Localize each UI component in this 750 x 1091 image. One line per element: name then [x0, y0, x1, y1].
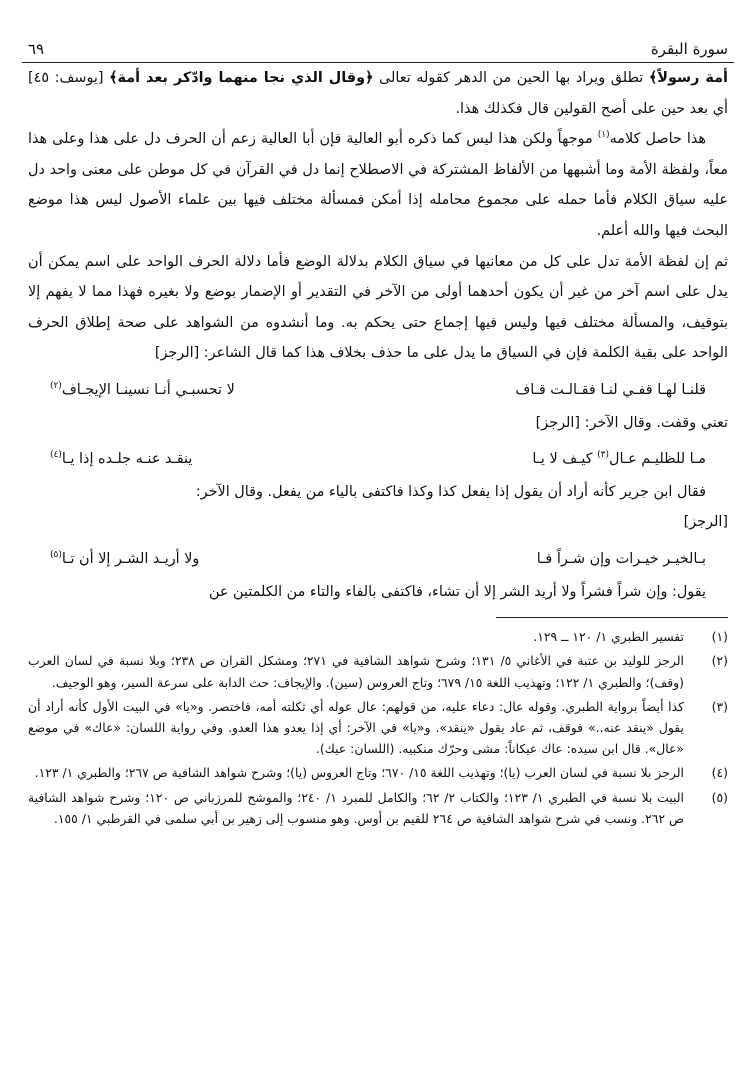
verse-3-second-text: ولا أريـد الشـر إلا أن تـا	[61, 550, 200, 567]
paragraph-1-end: [يوسف: ٤٥] أي بعد حين على أصح القولين قال فكذلك هذا.	[28, 70, 728, 117]
paragraph-4: فقال ابن جرير كأنه أراد أن يقول إذا يفعل كذا وكذا فاكتفى بالياء من يفعل. وقال الآخر:	[195, 483, 706, 500]
footnote-ref-3[interactable]: (٣)	[597, 450, 610, 461]
footnote-text: كذا أيضاً برواية الطبري. وقوله عال: دعاء عليه، من قولهم: عال عوله أي ثكلته أمه، فاختصر. و«يا» في البيت الأول كأنه أراد أن يقول «ينقد عنه..» فوقف، ثم عاد يقول «ينقد». و«يا» في الآخر: أي إذا يعدو هذا العدو. وفي رواية اللسان: «عاك» في موضع «عال». قال ابن سيده: عاك عيكاناً: مشى وحرّك منكبيه. (اللسان: عيك).	[28, 698, 684, 757]
verse-3	[28, 544, 728, 575]
paragraph-2-text: موجهاً ولكن هذا ليس كما ذكره أبو العالية فإن أبا العالية زعم أن الحرف دل على هذا وعلى هذا معاً، ولفظة الأمة وما أشبهها من الألفاظ المشتركة في الاصطلاح إنما دل في القرآن في كل موطن على معنى واحد دل عليه سياق الكلام فأما حمله على مجموع محامله إذا أمكن فمسألة مختلف فيها بين علماء الأصول ليس هذا موضع البحث فيها والله أعلم.	[28, 131, 728, 239]
footnote-1	[28, 626, 728, 647]
footnote-ref-4[interactable]: (٤)	[50, 450, 62, 461]
surah-title: سورة البقرة	[650, 40, 728, 58]
book-page	[22, 28, 734, 1068]
page-header	[22, 28, 734, 63]
footnotes	[22, 626, 734, 829]
footnote-5	[28, 787, 728, 829]
verse-1	[28, 375, 728, 406]
meter-label: [الرجز]	[683, 514, 728, 531]
footnote-divider	[496, 617, 728, 618]
verse-2-first-text-end: كيـف لا يـا	[532, 451, 598, 468]
footnote-number: (٤)	[711, 765, 728, 781]
footnote-number: (٥)	[711, 789, 728, 805]
footnote-3	[28, 696, 728, 760]
footnote-ref-2[interactable]: (٢)	[50, 381, 62, 392]
footnote-2	[28, 650, 728, 692]
page-number: ٦٩	[28, 40, 45, 58]
footnote-4	[28, 762, 728, 783]
main-text	[22, 63, 734, 607]
footnote-ref-1[interactable]: (١)	[597, 130, 610, 141]
verse-1-first-hemistich: قلنـا لهـا قفـي لنـا فقـالـت قـاف	[515, 381, 706, 398]
footnote-ref-5[interactable]: (٥)	[50, 550, 62, 561]
verse-2-second-text: ينقـد عنـه جلـده إذا يـا	[61, 451, 193, 468]
footnote-number: (٣)	[711, 698, 728, 714]
quran-quote-2: ﴿وقال الذي نجا منهما وادّكر بعد أمة﴾	[109, 70, 374, 86]
footnote-text: تفسير الطبري ١/ ١٢٠ ــ ١٢٩.	[533, 629, 684, 645]
paragraph-2-start: هذا حاصل كلامه	[609, 131, 706, 148]
verse-1-second-hemistich	[50, 375, 235, 406]
verse-2	[28, 444, 728, 475]
verse-2-second-hemistich	[50, 444, 192, 475]
footnote-number: (١)	[711, 629, 728, 645]
verse-1-second-text: لا تحسبـي أنـا نسينـا الإيجـاف	[61, 381, 235, 398]
footnote-text: الرجز للوليد بن عتبة في الأغاني ٥/ ١٣١؛ وشرح شواهد الشافية في ٢٧١؛ ومشكل القران ص ٢٣٨؛ وبلا نسبة في لسان العرب (وقف)؛ والطبري ١/ ١٢٢؛ وتهذيب اللغة ١٥/ ٦٧٩؛ وتاج العروس (سين). والإيجاف: حث الدابة على سرعة السير، وهو الوجيف.	[28, 653, 684, 690]
line-after-verse-1: تعني وقفت. وقال الآخر: [الرجز]	[535, 414, 728, 431]
verse-2-first-hemistich	[532, 444, 706, 475]
footnote-text: البيت بلا نسبة في الطبري ١/ ١٢٣؛ والكتاب ٢/ ٦٢؛ والكامل للمبرد ١/ ٢٤٠؛ والموشح للمرزباني ص ١٢٠؛ وشرح شواهد الشافية ص ٢٦٢. ونسب في شرح شواهد الشافية ص ٢٦٤ للقيم بن أوس. وهو منسوب إلى زهير بن أبي سلمى في القرطبي ١/ ١٥٥.	[28, 789, 684, 826]
quran-quote-1: أمة رسولاً﴾	[648, 70, 728, 86]
verse-3-second-hemistich	[50, 544, 199, 575]
paragraph-3: ثم إن لفظة الأمة تدل على كل من معانيها في سياق الكلام بدلالة الوضع فأما دلالة الحرف الواحد على اسم يمكن أن يدل على اسم آخر من غير أن يكون أحدهما أولى من الآخر في التقدير أو الإضمار بوضع ولا بغيره فهذا مما لا يفهم إلا بتوقيف، والمسألة مختلف فيها وليس فيها إجماع حتى يحكم به. وما أنشدوه من الشواهد على صحة إطلاق الحرف الواحد على بقية الكلمة فإن في السياق ما يدل على ما حذف بخلاف هذا كما قال الشاعر: [الرجز]	[28, 253, 728, 362]
footnote-number: (٢)	[711, 653, 728, 669]
paragraph-2	[28, 124, 728, 246]
verse-2-first-text: مـا للظليـم عـال	[609, 451, 706, 468]
paragraph-1	[28, 63, 728, 124]
paragraph-5: يقول: وإن شراً فشراً ولا أريد الشر إلا أن تشاء، فاكتفى بالفاء والتاء من الكلمتين عن	[208, 583, 706, 600]
paragraph-1-mid: تطلق ويراد بها الحين من الدهر كقوله تعالى	[373, 70, 649, 86]
footnote-text: الرجز بلا نسبة في لسان العرب (يا)؛ وتهذيب اللغة ١٥/ ٦٧٠؛ وتاج العروس (يا)؛ وشرح شواهد الشافية ص ٢٦٧؛ والطبري ١/ ١٢٣.	[34, 765, 684, 781]
verse-3-first-hemistich: بـالخيـر خيـرات وإن شـراً فـا	[536, 550, 706, 567]
